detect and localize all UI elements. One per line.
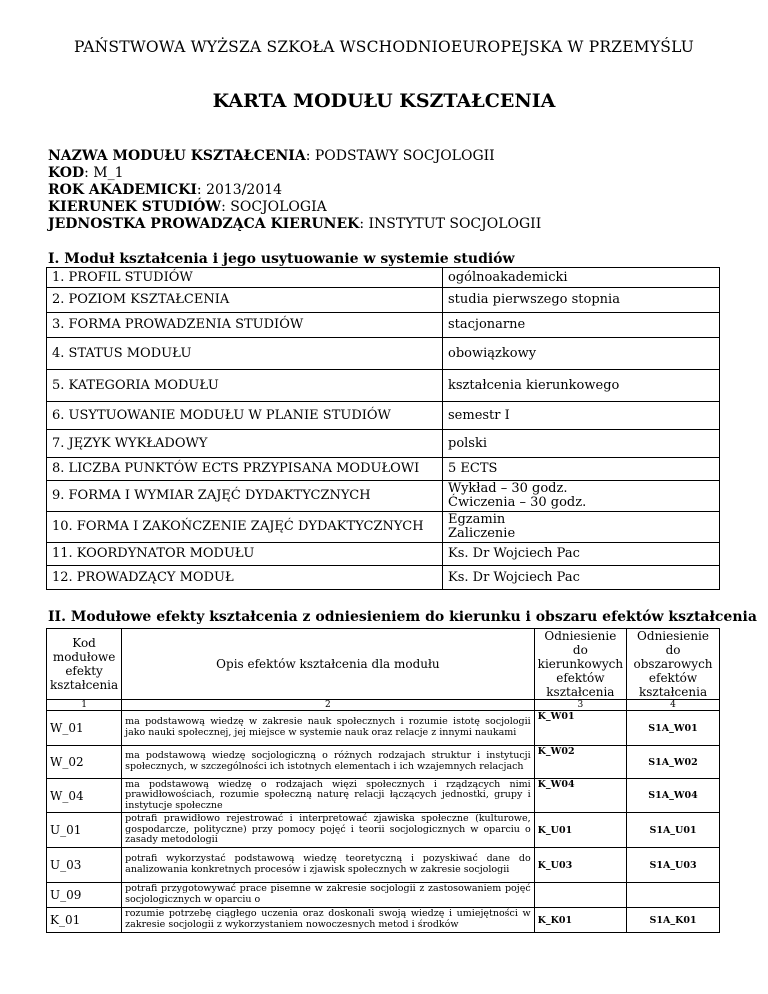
table-row <box>47 566 720 590</box>
outcome-code: U_09 <box>47 883 122 908</box>
value-line-2: Zaliczenie <box>448 526 516 541</box>
direction-ref: K_W04 <box>534 779 626 813</box>
direction-ref: K_W01 <box>534 711 626 746</box>
module-info-table <box>46 267 720 590</box>
table-row <box>47 908 720 933</box>
col-number: 4 <box>627 700 720 711</box>
row-value: 5 ECTS <box>443 458 720 481</box>
area-ref: S1A_W01 <box>627 711 720 746</box>
col-header-direction-ref: Odniesienie do kierunkowych efektów kształcenia <box>534 629 626 700</box>
area-ref: S1A_K01 <box>627 908 720 933</box>
meta-value: : SOCJOLOGIA <box>221 199 327 215</box>
direction-ref: K_W02 <box>534 746 626 779</box>
table-row <box>47 370 720 402</box>
area-ref: S1A_W04 <box>627 779 720 813</box>
col-header-area-ref: Odniesienie do obszarowych efektów kształcenia <box>627 629 720 700</box>
row-label: 12. PROWADZĄCY MODUŁ <box>47 566 443 590</box>
row-label: 2. POZIOM KSZTAŁCENIA <box>47 288 443 313</box>
value-line-2: Ćwiczenia – 30 godz. <box>448 495 587 510</box>
row-value: Ks. Dr Wojciech Pac <box>443 566 720 590</box>
table-row <box>47 746 720 779</box>
table-row <box>47 481 720 512</box>
table-row <box>47 313 720 338</box>
meta-value: : 2013/2014 <box>196 182 283 198</box>
row-value: obowiązkowy <box>443 338 720 370</box>
outcome-description: ma podstawową wiedzę w zakresie nauk społecznych i rozumie istotę socjologii jako nauki społecznej, jej miejsce w systemie nauk oraz relacje z innymi naukami <box>122 711 535 746</box>
row-value <box>443 481 720 512</box>
table-row <box>47 512 720 543</box>
col-header-description: Opis efektów kształcenia dla modułu <box>122 629 535 700</box>
outcome-code: K_01 <box>47 908 122 933</box>
area-ref: S1A_U01 <box>627 813 720 848</box>
meta-value: : PODSTAWY SOCJOLOGII <box>305 148 495 164</box>
table-row <box>47 883 720 908</box>
direction-ref: K_K01 <box>534 908 626 933</box>
header-row <box>47 629 720 700</box>
table-row <box>47 268 720 288</box>
table-row <box>47 543 720 566</box>
row-value: ogólnoakademicki <box>443 268 720 288</box>
row-label: 10. FORMA I ZAKOŃCZENIE ZAJĘĆ DYDAKTYCZNYCH <box>47 512 443 543</box>
row-value: polski <box>443 430 720 458</box>
meta-label: NAZWA MODUŁU KSZTAŁCENIA <box>48 148 306 164</box>
outcome-code: W_04 <box>47 779 122 813</box>
outcome-description: ma podstawową wiedzę o rodzajach więzi społecznych i rządzących nimi prawidłowościach, rozumie społeczną naturę relacji łączących jednostki, grupy i instytucje społeczne <box>122 779 535 813</box>
col-number: 1 <box>47 700 122 711</box>
outcome-code: U_03 <box>47 848 122 883</box>
row-label: 1. PROFIL STUDIÓW <box>47 268 443 288</box>
outcome-code: U_01 <box>47 813 122 848</box>
outcome-description: potrafi wykorzystać podstawową wiedzę teoretyczną i pozyskiwać dane do analizowania konkretnych procesów i zjawisk społecznych w zakresie socjologii <box>122 848 535 883</box>
table-row <box>47 813 720 848</box>
direction-ref: K_U03 <box>534 848 626 883</box>
row-label: 9. FORMA I WYMIAR ZAJĘĆ DYDAKTYCZNYCH <box>47 481 443 512</box>
col-number: 3 <box>534 700 626 711</box>
meta-academic-year <box>48 182 282 199</box>
row-value: stacjonarne <box>443 313 720 338</box>
meta-unit <box>48 216 541 233</box>
area-ref: S1A_U03 <box>627 848 720 883</box>
table-row <box>47 848 720 883</box>
meta-label: ROK AKADEMICKI <box>48 182 197 198</box>
meta-field-of-study <box>48 199 327 216</box>
meta-value: : INSTYTUT SOCJOLOGII <box>359 216 542 232</box>
table-row <box>47 430 720 458</box>
table-row <box>47 458 720 481</box>
row-value: studia pierwszego stopnia <box>443 288 720 313</box>
outcome-description: potrafi przygotowywać prace pisemne w zakresie socjologii z zastosowaniem pojęć socjologicznych w oparciu o <box>122 883 535 908</box>
document-title: KARTA MODUŁU KSZTAŁCENIA <box>212 90 556 112</box>
outcome-description: potrafi prawidłowo rejestrować i interpretować zjawiska społeczne (kulturowe, gospodarcze, polityczne) przy pomocy pojęć i teorii socjologicznych w oparciu o zasady metodologii <box>122 813 535 848</box>
column-number-row <box>47 700 720 711</box>
meta-label: JEDNOSTKA PROWADZĄCA KIERUNEK <box>48 216 360 232</box>
row-label: 3. FORMA PROWADZENIA STUDIÓW <box>47 313 443 338</box>
area-ref <box>627 883 720 908</box>
meta-label: KOD <box>48 165 85 181</box>
row-value: Ks. Dr Wojciech Pac <box>443 543 720 566</box>
meta-label: KIERUNEK STUDIÓW <box>48 199 222 215</box>
row-value: semestr I <box>443 402 720 430</box>
row-value: kształcenia kierunkowego <box>443 370 720 402</box>
col-header-code: Kod modułowe efekty kształcenia <box>47 629 122 700</box>
meta-code <box>48 165 124 182</box>
col-number: 2 <box>122 700 535 711</box>
meta-value: : M_1 <box>84 165 124 181</box>
table-row <box>47 288 720 313</box>
direction-ref <box>534 883 626 908</box>
outcome-code: W_02 <box>47 746 122 779</box>
area-ref: S1A_W02 <box>627 746 720 779</box>
direction-ref: K_U01 <box>534 813 626 848</box>
row-label: 4. STATUS MODUŁU <box>47 338 443 370</box>
table-row <box>47 779 720 813</box>
table-row <box>47 711 720 746</box>
row-value <box>443 512 720 543</box>
row-label: 11. KOORDYNATOR MODUŁU <box>47 543 443 566</box>
value-line-1: Egzamin <box>448 512 506 527</box>
row-label: 8. LICZBA PUNKTÓW ECTS PRZYPISANA MODUŁOWI <box>47 458 443 481</box>
table-row <box>47 402 720 430</box>
table-row <box>47 338 720 370</box>
row-label: 5. KATEGORIA MODUŁU <box>47 370 443 402</box>
outcome-description: rozumie potrzebę ciągłego uczenia oraz doskonali swoją wiedzę i umiejętności w zakresie socjologii z wykorzystaniem nowoczesnych metod i środków <box>122 908 535 933</box>
section-1-heading: I. Moduł kształcenia i jego usytuowanie w systemie studiów <box>48 251 515 267</box>
meta-module-name <box>48 148 495 165</box>
outcome-description: ma podstawową wiedzę socjologiczną o różnych rodzajach struktur i instytucji społecznych, w szczególności ich istotnych elementach i ich wzajemnych relacjach <box>122 746 535 779</box>
row-label: 6. USYTUOWANIE MODUŁU W PLANIE STUDIÓW <box>47 402 443 430</box>
section-2-heading: II. Modułowe efekty kształcenia z odniesieniem do kierunku i obszaru efektów kształcenia <box>48 609 757 625</box>
learning-outcomes-table <box>46 628 720 933</box>
university-name: PAŃSTWOWA WYŻSZA SZKOŁA WSCHODNIOEUROPEJSKA W PRZEMYŚLU <box>74 38 694 56</box>
outcome-code: W_01 <box>47 711 122 746</box>
row-label: 7. JĘZYK WYKŁADOWY <box>47 430 443 458</box>
value-line-1: Wykład – 30 godz. <box>448 481 568 496</box>
